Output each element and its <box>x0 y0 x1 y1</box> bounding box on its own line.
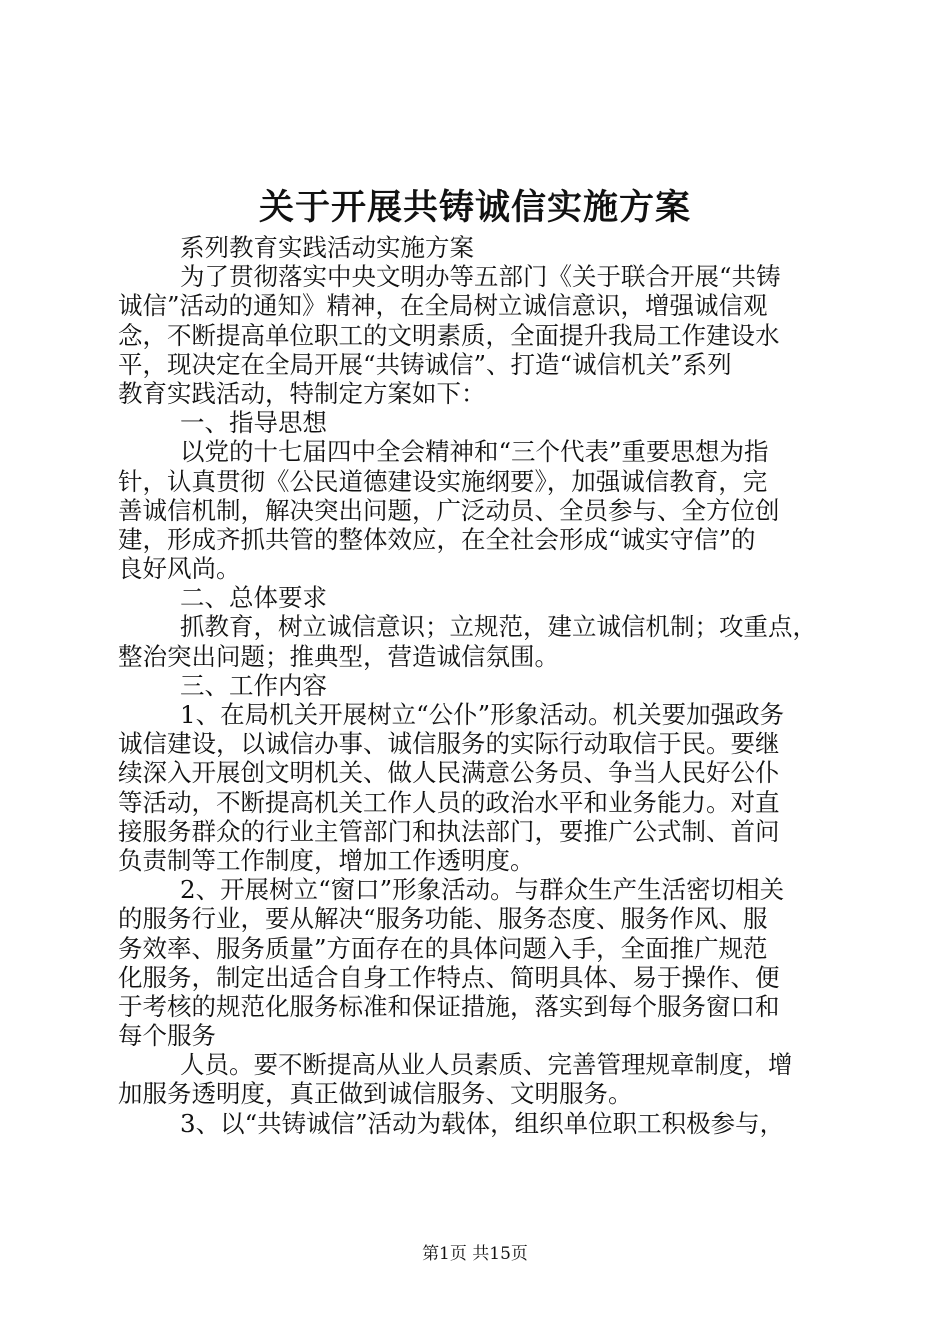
body-line: 2、开展树立“窗口”形象活动。与群众生产生活密切相关 <box>180 875 785 905</box>
body-line: 负责制等工作制度，增加工作透明度。 <box>118 845 535 875</box>
body-line: 平，现决定在全局开展“共铸诚信”、打造“诚信机关”系列 <box>118 349 732 379</box>
document-title: 关于开展共铸诚信实施方案 <box>258 187 691 228</box>
body-line: 善诚信机制，解决突出问题，广泛动员、全员参与、全方位创 <box>118 495 780 525</box>
body-line: 续深入开展创文明机关、做人民满意公务员、争当人民好公仆 <box>118 758 780 788</box>
body-line: 每个服务 <box>118 1021 216 1051</box>
body-line: 3、以“共铸诚信”活动为载体，组织单位职工积极参与， <box>180 1108 785 1138</box>
section-heading: 二、总体要求 <box>180 583 327 613</box>
body-line: 接服务群众的行业主管部门和执法部门，要推广公式制、首问 <box>118 816 780 846</box>
document-body <box>118 233 840 1138</box>
body-line: 针，认真贯彻《公民道德建设实施纲要》，加强诚信教育，完 <box>118 466 768 496</box>
body-line: 以党的十七届四中全会精神和“三个代表”重要思想为指 <box>180 437 769 467</box>
body-line: 人员。要不断提高从业人员素质、完善管理规章制度，增 <box>180 1050 793 1080</box>
body-line: 诚信”活动的通知》精神，在全局树立诚信意识，增强诚信观 <box>118 291 768 321</box>
page-number-footer: 第1页 共15页 <box>422 1244 528 1264</box>
body-line: 抓教育，树立诚信意识；立规范，建立诚信机制；攻重点， <box>180 612 817 642</box>
body-line: 的服务行业，要从解决“服务功能、服务态度、服务作风、服 <box>118 904 768 934</box>
body-line: 化服务，制定出适合自身工作特点、简明具体、易于操作、便 <box>118 962 780 992</box>
body-line: 教育实践活动，特制定方案如下： <box>118 378 486 408</box>
body-line: 等活动，不断提高机关工作人员的政治水平和业务能力。对直 <box>118 787 780 817</box>
body-line: 为了贯彻落实中央文明办等五部门《关于联合开展“共铸 <box>180 262 781 292</box>
body-line: 务效率、服务质量”方面存在的具体问题入手，全面推广规范 <box>118 933 768 963</box>
body-line: 念，不断提高单位职工的文明素质，全面提升我局工作建设水 <box>118 320 780 350</box>
body-line: 1、在局机关开展树立“公仆”形象活动。机关要加强政务 <box>180 700 785 729</box>
section-heading: 一、指导思想 <box>180 408 327 438</box>
body-line: 加服务透明度，真正做到诚信服务、文明服务。 <box>118 1079 633 1109</box>
body-line: 系列教育实践活动实施方案 <box>180 233 474 262</box>
body-line: 建，形成齐抓共管的整体效应，在全社会形成“诚实守信”的 <box>118 524 756 554</box>
body-line: 诚信建设，以诚信办事、诚信服务的实际行动取信于民。要继 <box>118 729 780 759</box>
body-line: 整治突出问题；推典型，营造诚信氛围。 <box>118 641 559 671</box>
section-heading: 三、工作内容 <box>180 670 327 700</box>
body-line: 良好风尚。 <box>118 554 241 584</box>
body-line: 于考核的规范化服务标准和保证措施，落实到每个服务窗口和 <box>118 991 780 1021</box>
